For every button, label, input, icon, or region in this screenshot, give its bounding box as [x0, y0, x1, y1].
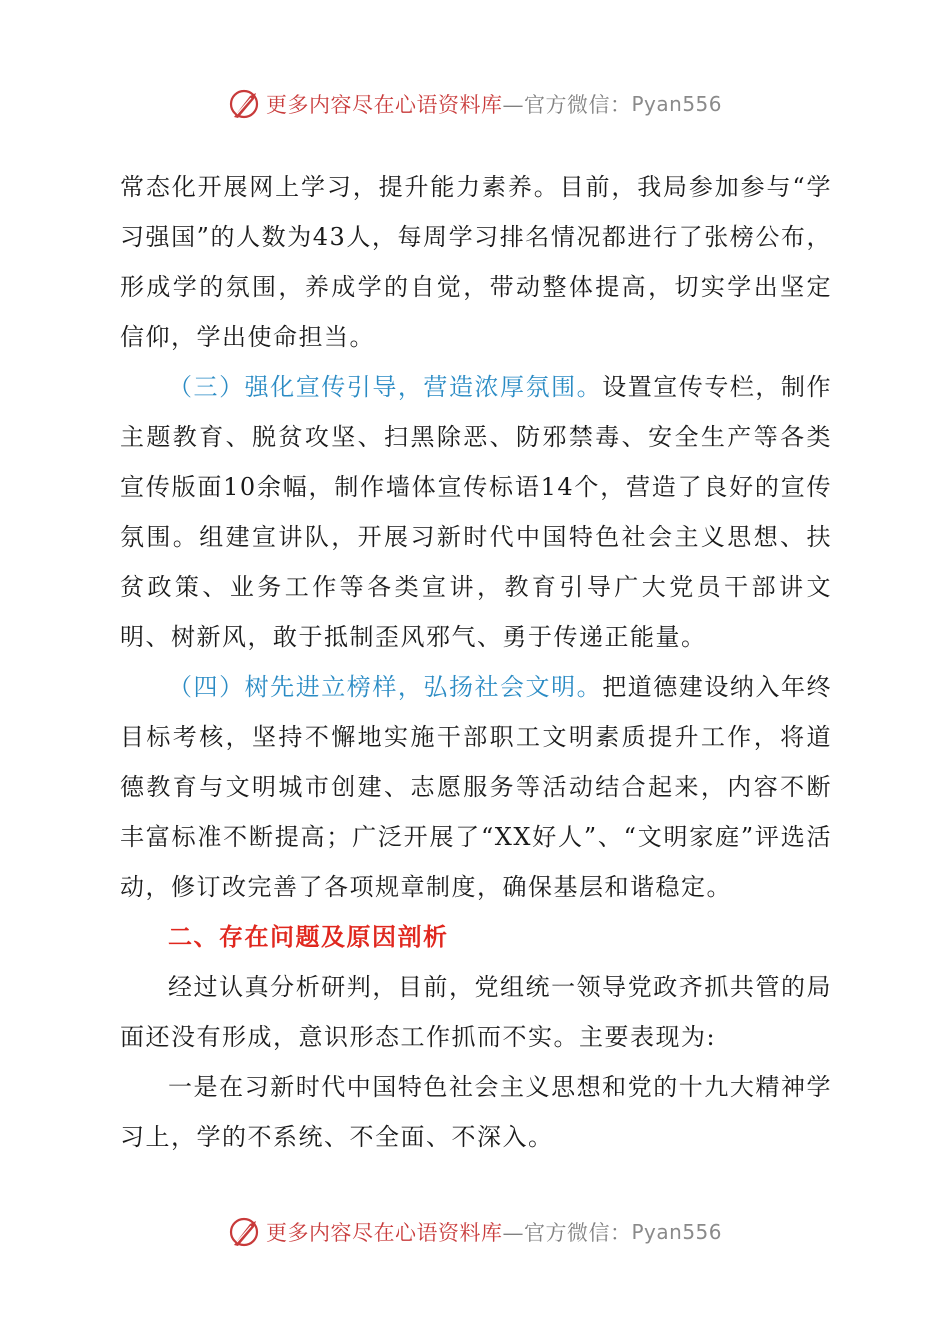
watermark-site-text: 更多内容尽在心语资料库: [265, 1221, 503, 1245]
watermark-site-text: 更多内容尽在心语资料库: [265, 93, 503, 117]
paragraph-3: [120, 662, 832, 912]
document-body: [120, 162, 832, 1162]
paragraph-3-body: 把道德建设纳入年终目标考核，坚持不懈地实施干部职工文明素质提升工作，将道德教育与文明城市创建、志愿服务等活动结合起来，内容不断丰富标准不断提高；广泛开展了“XX好人”、“文明家庭”评选活动，修订改完善了各项规章制度，确保基层和谐稳定。: [120, 673, 833, 901]
pen-nib-icon: [228, 87, 262, 121]
paragraph-5: 一是在习新时代中国特色社会主义思想和党的十九大精神学习上，学的不系统、不全面、不深入。: [120, 1073, 832, 1151]
subsection-title-4: （四）树先进立榜样，弘扬社会文明。: [168, 673, 603, 701]
subsection-title-3: （三）强化宣传引导，营造浓厚氛围。: [168, 373, 603, 401]
paragraph-4: 经过认真分析研判，目前，党组统一领导党政齐抓共管的局面还没有形成，意识形态工作抓而不实。主要表现为:: [120, 973, 832, 1051]
pen-nib-icon: [228, 1215, 262, 1249]
watermark-wechat-id: Pyan556: [631, 92, 722, 116]
paragraph-2-body: 设置宣传专栏，制作主题教育、脱贫攻坚、扫黑除恶、防邪禁毒、安全生产等各类宣传版面10余幅，制作墙体宣传标语14个，营造了良好的宣传氛围。组建宣讲队，开展习新时代中国特色社会主义思想、扶贫政策、业务工作等各类宣讲，教育引导广大党员干部讲文明、树新风，敢于抵制歪风邪气、勇于传递正能量。: [120, 373, 833, 651]
footer-watermark: [0, 1212, 950, 1252]
watermark-wechat-label: —官方微信：: [502, 1221, 632, 1245]
header-watermark: [0, 84, 950, 124]
watermark-wechat-id: Pyan556: [631, 1220, 722, 1244]
paragraph-1: 常态化开展网上学习，提升能力素养。目前，我局参加参与“学习强国”的人数为43人，每周学习排名情况都进行了张榜公布，形成学的氛围，养成学的自觉，带动整体提高，切实学出坚定信仰，学出使命担当。: [120, 173, 832, 351]
paragraph-2: [120, 362, 832, 662]
section-heading-2: 二、存在问题及原因剖析: [168, 923, 449, 951]
watermark-wechat-label: —官方微信：: [502, 93, 632, 117]
